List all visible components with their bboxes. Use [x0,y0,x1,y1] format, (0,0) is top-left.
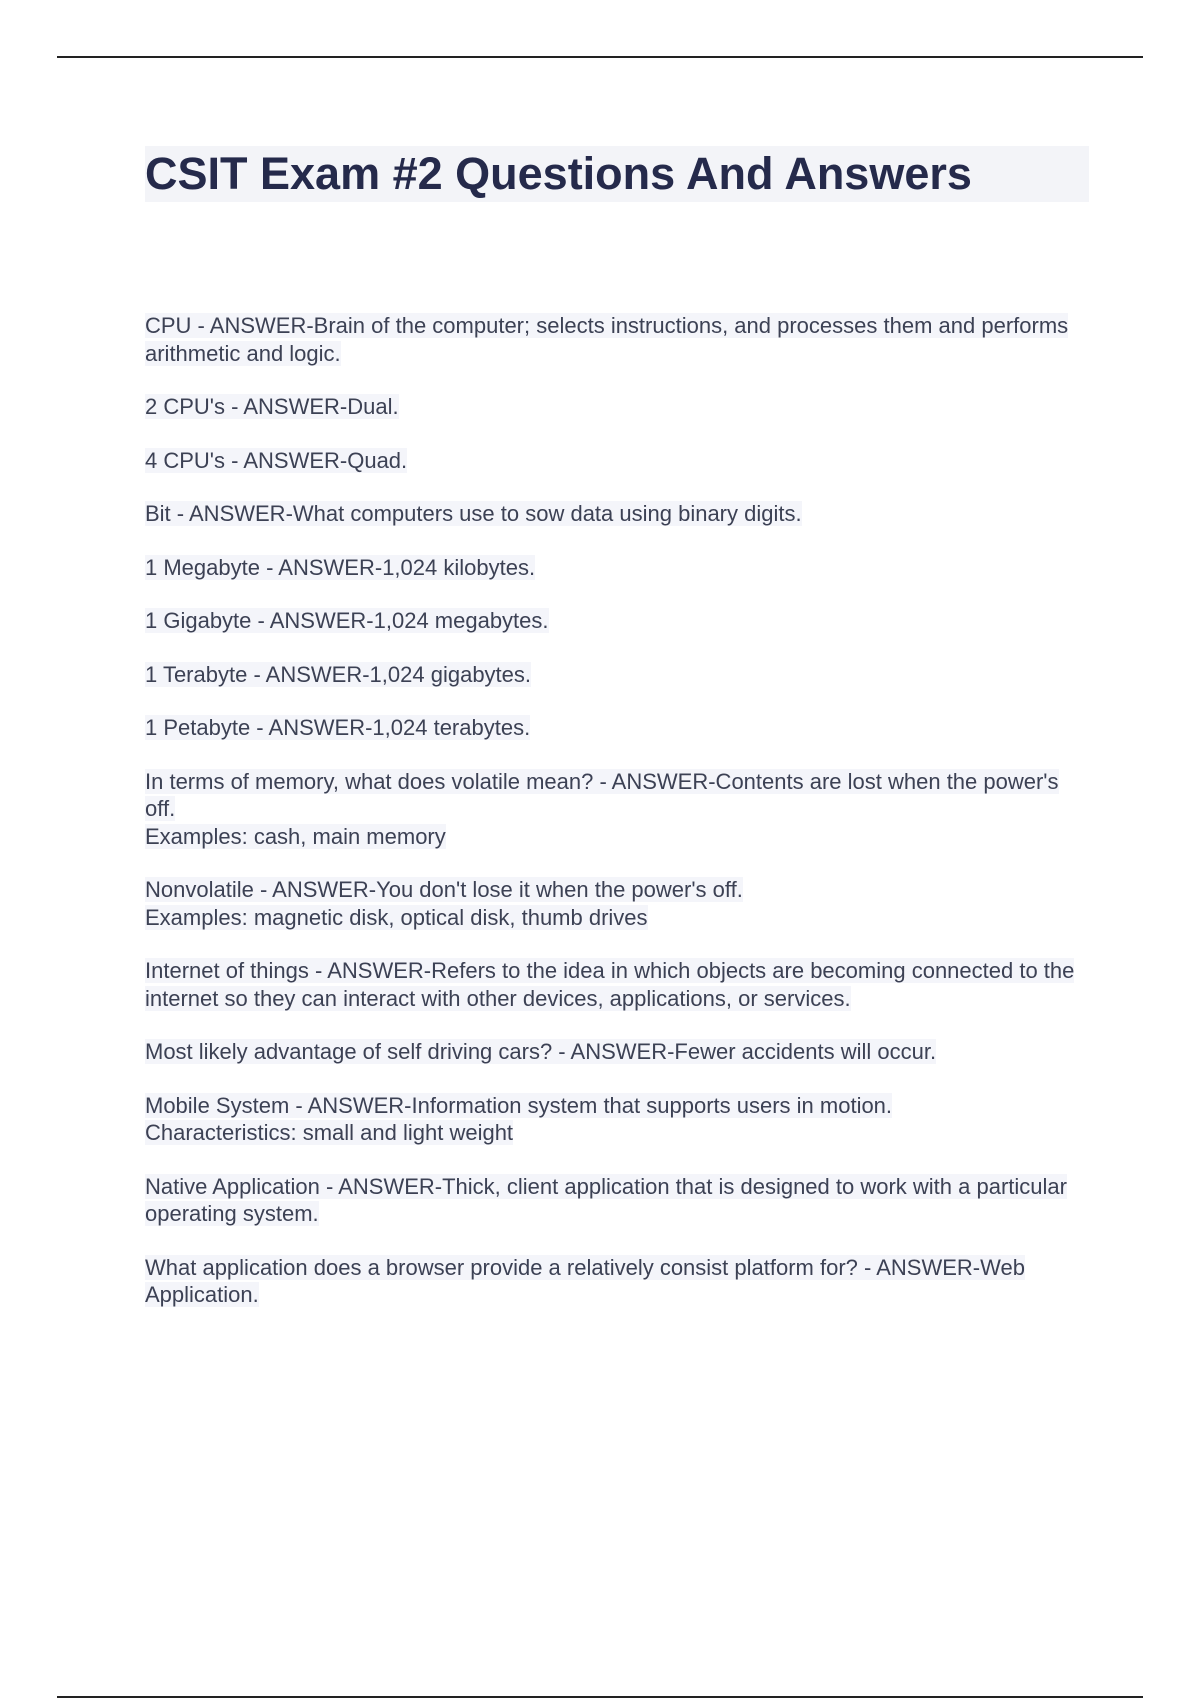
top-rule [57,56,1143,58]
qa-item [145,661,1089,689]
qa-text: 1 Gigabyte - ANSWER-1,024 megabytes. [145,608,549,633]
qa-examples: Examples: cash, main memory [145,823,446,849]
qa-item [145,1173,1089,1228]
qa-item [145,714,1089,742]
qa-list [145,312,1089,1335]
qa-text: 1 Petabyte - ANSWER-1,024 terabytes. [145,715,531,740]
qa-characteristics: Characteristics: small and light weight [145,1120,514,1145]
qa-text: Nonvolatile - ANSWER-You don't lose it when the power's off. [145,877,743,902]
qa-text: In terms of memory, what does volatile mean? - ANSWER-Contents are lost when the power's off. [145,768,1059,821]
qa-item [145,1254,1089,1309]
qa-item [145,393,1089,421]
qa-text: Most likely advantage of self driving cars? - ANSWER-Fewer accidents will occur. [145,1039,937,1064]
qa-item [145,876,1089,931]
qa-item [145,554,1089,582]
qa-item [145,447,1089,475]
qa-text: Internet of things - ANSWER-Refers to the idea in which objects are becoming connected to the internet so they can interact with other devices, applications, or services. [145,958,1075,1011]
qa-item [145,957,1089,1012]
qa-item [145,312,1089,367]
qa-text: Bit - ANSWER-What computers use to sow data using binary digits. [145,501,802,526]
qa-text: What application does a browser provide a relatively consist platform for? - ANSWER-Web Application. [145,1254,1025,1307]
qa-text: Mobile System - ANSWER-Information system that supports users in motion. [145,1092,893,1118]
page-title: CSIT Exam #2 Questions And Answers [145,146,1089,202]
qa-item [145,1092,1089,1147]
qa-text: 1 Terabyte - ANSWER-1,024 gigabytes. [145,661,532,687]
qa-text: 2 CPU's - ANSWER-Dual. [145,394,399,419]
qa-text: Native Application - ANSWER-Thick, client application that is designed to work with a particular operating system. [145,1173,1067,1226]
qa-item [145,500,1089,528]
qa-text: 1 Megabyte - ANSWER-1,024 kilobytes. [145,554,536,580]
qa-item [145,607,1089,635]
qa-item [145,1038,1089,1066]
qa-text: CPU - ANSWER-Brain of the computer; selects instructions, and processes them and performs arithmetic and logic. [145,313,1069,366]
qa-text: 4 CPU's - ANSWER-Quad. [145,447,408,473]
bottom-rule [57,1696,1143,1698]
qa-examples: Examples: magnetic disk, optical disk, thumb drives [145,904,648,930]
qa-item [145,768,1089,851]
